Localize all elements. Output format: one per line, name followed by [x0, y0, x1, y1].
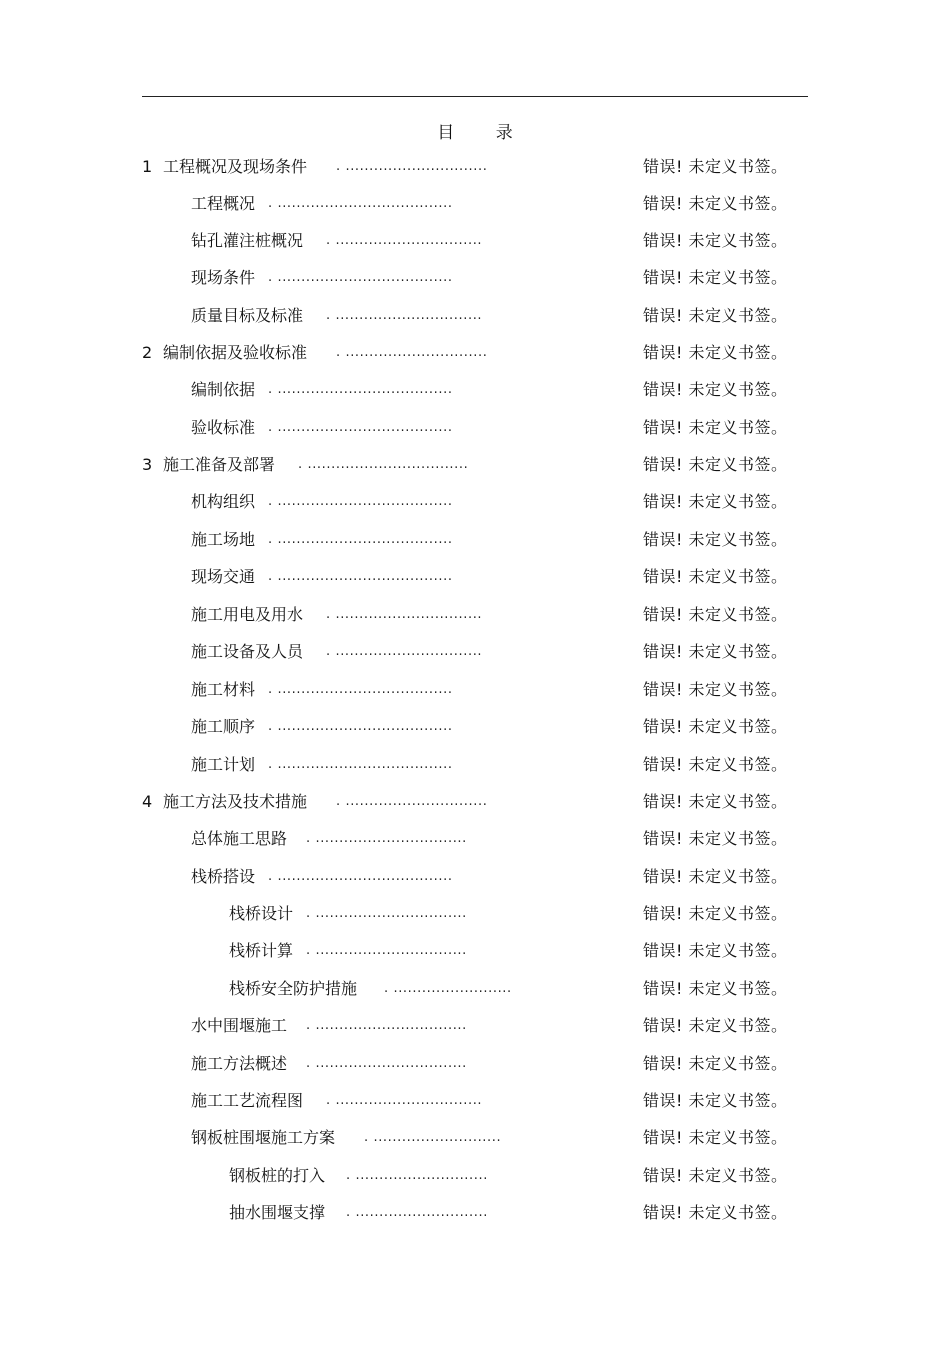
- toc-entry-page-ref: 错误! 未定义书签。: [643, 567, 788, 586]
- toc-entry[interactable]: [0, 678, 950, 702]
- toc-entry-label: 钢板桩围堰施工方案: [191, 1128, 336, 1147]
- toc-entry-number: 1: [142, 157, 153, 176]
- toc-entry-number: 4: [142, 792, 153, 811]
- toc-dot-leader: . ...............................: [326, 1093, 483, 1108]
- toc-dot-leader: . ...........................: [364, 1130, 502, 1145]
- toc-entry[interactable]: [0, 155, 950, 179]
- toc-entry-label: 施工方法及技术措施: [163, 792, 308, 811]
- toc-entry[interactable]: [0, 565, 950, 589]
- toc-dot-leader: . .....................................: [268, 757, 453, 772]
- toc-entry-label: 施工工艺流程图: [191, 1091, 304, 1110]
- toc-dot-leader: . ..............................: [336, 345, 488, 360]
- toc-entry-label: 验收标准: [191, 418, 256, 437]
- toc-entry-label: 抽水围堰支撑: [229, 1203, 326, 1222]
- toc-entry[interactable]: [0, 416, 950, 440]
- toc-entry[interactable]: [0, 528, 950, 552]
- toc-entry-label: 施工材料: [191, 680, 256, 699]
- toc-dot-leader: . ............................: [346, 1168, 488, 1183]
- toc-dot-leader: . .....................................: [268, 569, 453, 584]
- toc-entry[interactable]: [0, 715, 950, 739]
- toc-entry[interactable]: [0, 790, 950, 814]
- toc-dot-leader: . .....................................: [268, 532, 453, 547]
- toc-entry-page-ref: 错误! 未定义书签。: [643, 1203, 788, 1222]
- toc-entry[interactable]: [0, 1201, 950, 1225]
- toc-entry[interactable]: [0, 603, 950, 627]
- toc-dot-leader: . .....................................: [268, 682, 453, 697]
- toc-dot-leader: . .........................: [384, 981, 512, 996]
- toc-entry[interactable]: [0, 865, 950, 889]
- toc-entry-page-ref: 错误! 未定义书签。: [643, 194, 788, 213]
- toc-dot-leader: . .....................................: [268, 270, 453, 285]
- toc-dot-leader: . .....................................: [268, 382, 453, 397]
- toc-entry[interactable]: [0, 753, 950, 777]
- toc-dot-leader: . .....................................: [268, 196, 453, 211]
- toc-entry-number: 2: [142, 343, 153, 362]
- toc-dot-leader: . ............................: [346, 1205, 488, 1220]
- toc-entry-page-ref: 错误! 未定义书签。: [643, 605, 788, 624]
- toc-entry-page-ref: 错误! 未定义书签。: [643, 941, 788, 960]
- header-rule: [142, 96, 808, 97]
- toc-entry-page-ref: 错误! 未定义书签。: [643, 642, 788, 661]
- toc-entry-page-ref: 错误! 未定义书签。: [643, 680, 788, 699]
- toc-dot-leader: . ...............................: [326, 607, 483, 622]
- toc-dot-leader: . ................................: [306, 1056, 467, 1071]
- toc-entry-page-ref: 错误! 未定义书签。: [643, 1054, 788, 1073]
- toc-dot-leader: . .....................................: [268, 719, 453, 734]
- toc-entry[interactable]: [0, 341, 950, 365]
- toc-entry-label: 栈桥搭设: [191, 867, 256, 886]
- toc-entry-label: 施工计划: [191, 755, 256, 774]
- toc-entry[interactable]: [0, 827, 950, 851]
- toc-entry-page-ref: 错误! 未定义书签。: [643, 343, 788, 362]
- toc-dot-leader: . ...............................: [326, 233, 483, 248]
- toc-entry-label: 机构组织: [191, 492, 256, 511]
- toc-entry-page-ref: 错误! 未定义书签。: [643, 1128, 788, 1147]
- toc-dot-leader: . .....................................: [268, 420, 453, 435]
- toc-entry-label: 施工准备及部署: [163, 455, 276, 474]
- toc-entry-page-ref: 错误! 未定义书签。: [643, 979, 788, 998]
- toc-entry-page-ref: 错误! 未定义书签。: [643, 157, 788, 176]
- toc-dot-leader: . ................................: [306, 906, 467, 921]
- toc-title: 目 录: [437, 123, 531, 143]
- toc-entry[interactable]: [0, 1126, 950, 1150]
- toc-entry-page-ref: 错误! 未定义书签。: [643, 530, 788, 549]
- toc-entry-label: 栈桥安全防护措施: [229, 979, 358, 998]
- toc-entry-page-ref: 错误! 未定义书签。: [643, 829, 788, 848]
- toc-entry-page-ref: 错误! 未定义书签。: [643, 904, 788, 923]
- toc-entry[interactable]: [0, 304, 950, 328]
- toc-dot-leader: . ................................: [306, 1018, 467, 1033]
- toc-entry-label: 编制依据及验收标准: [163, 343, 308, 362]
- toc-entry-page-ref: 错误! 未定义书签。: [643, 1016, 788, 1035]
- toc-entry-page-ref: 错误! 未定义书签。: [643, 455, 788, 474]
- toc-entry[interactable]: [0, 266, 950, 290]
- toc-entry[interactable]: [0, 192, 950, 216]
- toc-entry-label: 工程概况: [191, 194, 256, 213]
- toc-entry-page-ref: 错误! 未定义书签。: [643, 1166, 788, 1185]
- toc-entry-page-ref: 错误! 未定义书签。: [643, 492, 788, 511]
- toc-entry-label: 水中围堰施工: [191, 1016, 288, 1035]
- toc-entry[interactable]: [0, 229, 950, 253]
- toc-entry-label: 钻孔灌注桩概况: [191, 231, 304, 250]
- toc-entry[interactable]: [0, 1089, 950, 1113]
- toc-entry[interactable]: [0, 939, 950, 963]
- toc-dot-leader: . ...............................: [326, 308, 483, 323]
- toc-entry[interactable]: [0, 640, 950, 664]
- toc-entry[interactable]: [0, 490, 950, 514]
- toc-entry-label: 总体施工思路: [191, 829, 288, 848]
- toc-entry[interactable]: [0, 453, 950, 477]
- toc-dot-leader: . ..................................: [298, 457, 469, 472]
- toc-entry[interactable]: [0, 1014, 950, 1038]
- toc-entry[interactable]: [0, 378, 950, 402]
- toc-entry-page-ref: 错误! 未定义书签。: [643, 380, 788, 399]
- toc-entry-label: 施工设备及人员: [191, 642, 304, 661]
- toc-entry-page-ref: 错误! 未定义书签。: [643, 755, 788, 774]
- toc-entry[interactable]: [0, 977, 950, 1001]
- toc-entry-label: 施工用电及用水: [191, 605, 304, 624]
- toc-entry-label: 施工顺序: [191, 717, 256, 736]
- toc-entry-page-ref: 错误! 未定义书签。: [643, 717, 788, 736]
- toc-entry-label: 现场交通: [191, 567, 256, 586]
- toc-entry-page-ref: 错误! 未定义书签。: [643, 306, 788, 325]
- toc-entry-page-ref: 错误! 未定义书签。: [643, 418, 788, 437]
- toc-entry-page-ref: 错误! 未定义书签。: [643, 268, 788, 287]
- toc-dot-leader: . ................................: [306, 943, 467, 958]
- toc-dot-leader: . ................................: [306, 831, 467, 846]
- toc-entry-label: 栈桥设计: [229, 904, 294, 923]
- toc-dot-leader: . ...............................: [326, 644, 483, 659]
- toc-entry[interactable]: [0, 902, 950, 926]
- toc-entry-label: 施工场地: [191, 530, 256, 549]
- toc-entry-page-ref: 错误! 未定义书签。: [643, 1091, 788, 1110]
- toc-entry-label: 质量目标及标准: [191, 306, 304, 325]
- toc-entry[interactable]: [0, 1164, 950, 1188]
- toc-dot-leader: . ..............................: [336, 794, 488, 809]
- toc-dot-leader: . .....................................: [268, 869, 453, 884]
- toc-entry-label: 编制依据: [191, 380, 256, 399]
- toc-entry-label: 栈桥计算: [229, 941, 294, 960]
- toc-entry-label: 钢板桩的打入: [229, 1166, 326, 1185]
- toc-entry-number: 3: [142, 455, 153, 474]
- toc-entry-label: 施工方法概述: [191, 1054, 288, 1073]
- toc-entry-label: 工程概况及现场条件: [163, 157, 308, 176]
- toc-dot-leader: . ..............................: [336, 159, 488, 174]
- toc-entry-label: 现场条件: [191, 268, 256, 287]
- toc-entry[interactable]: [0, 1052, 950, 1076]
- toc-dot-leader: . .....................................: [268, 494, 453, 509]
- toc-entry-page-ref: 错误! 未定义书签。: [643, 231, 788, 250]
- toc-entry-page-ref: 错误! 未定义书签。: [643, 792, 788, 811]
- toc-entry-page-ref: 错误! 未定义书签。: [643, 867, 788, 886]
